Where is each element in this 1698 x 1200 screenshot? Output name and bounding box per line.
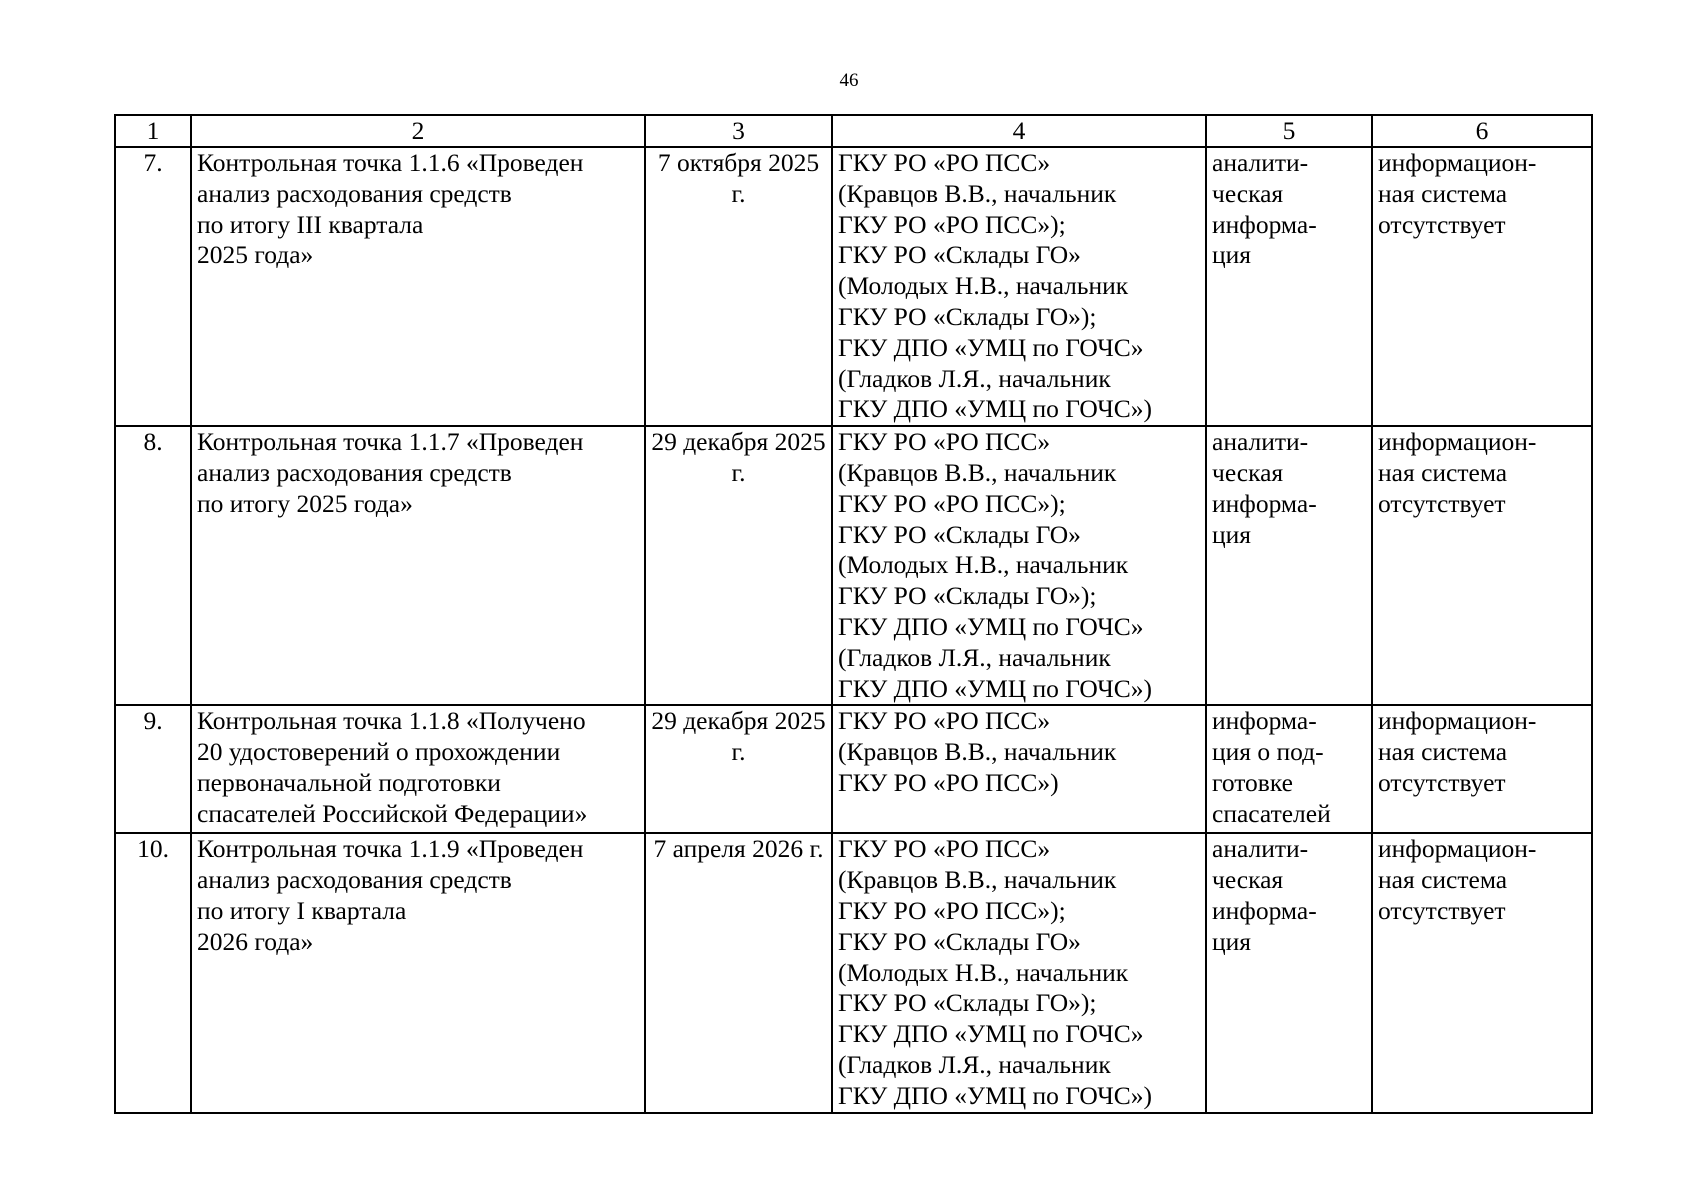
responsible-parties: ГКУ РО «РО ПСС» (Кравцов В.В., начальник ГКУ РО «РО ПСС»); ГКУ РО «Склады ГО» (Молодых Н.В., начальник ГКУ РО «Склады ГО»); ГКУ ДПО «УМЦ по ГОЧС» (Гладков Л.Я., начальник ГКУ ДПО «УМЦ по ГОЧС»)	[832, 833, 1206, 1112]
responsible-parties: ГКУ РО «РО ПСС» (Кравцов В.В., начальник ГКУ РО «РО ПСС»); ГКУ РО «Склады ГО» (Молодых Н.В., начальник ГКУ РО «Склады ГО»); ГКУ ДПО «УМЦ по ГОЧС» (Гладков Л.Я., начальник ГКУ ДПО «УМЦ по ГОЧС»)	[832, 147, 1206, 426]
document-type: аналити- ческая информа- ция	[1206, 147, 1372, 426]
information-system: информацион- ная система отсутствует	[1372, 426, 1592, 705]
due-date: 29 декабря 2025 г.	[645, 426, 832, 705]
column-header-2: 2	[191, 115, 645, 147]
due-date: 7 октября 2025 г.	[645, 147, 832, 426]
row-number: 10.	[115, 833, 191, 1112]
row-number: 8.	[115, 426, 191, 705]
page-number: 46	[839, 70, 859, 91]
information-system: информацион- ная система отсутствует	[1372, 705, 1592, 833]
table-row	[115, 705, 1592, 833]
column-header-6: 6	[1372, 115, 1592, 147]
control-point-description: Контрольная точка 1.1.9 «Проведен анализ расходования средств по итогу I квартала 2026 года»	[191, 833, 645, 1112]
column-header-1: 1	[115, 115, 191, 147]
control-points-table	[114, 114, 1593, 1114]
column-header-3: 3	[645, 115, 832, 147]
row-number: 7.	[115, 147, 191, 426]
control-point-description: Контрольная точка 1.1.8 «Получено 20 удостоверений о прохождении первоначальной подготовки спасателей Российской Федерации»	[191, 705, 645, 833]
information-system: информацион- ная система отсутствует	[1372, 833, 1592, 1112]
due-date: 7 апреля 2026 г.	[645, 833, 832, 1112]
table-header-row	[115, 115, 1592, 147]
document-type: информа- ция о под- готовке спасателей	[1206, 705, 1372, 833]
responsible-parties: ГКУ РО «РО ПСС» (Кравцов В.В., начальник ГКУ РО «РО ПСС»)	[832, 705, 1206, 833]
document-type: аналити- ческая информа- ция	[1206, 426, 1372, 705]
control-point-description: Контрольная точка 1.1.6 «Проведен анализ расходования средств по итогу III квартала 2025 года»	[191, 147, 645, 426]
responsible-parties: ГКУ РО «РО ПСС» (Кравцов В.В., начальник ГКУ РО «РО ПСС»); ГКУ РО «Склады ГО» (Молодых Н.В., начальник ГКУ РО «Склады ГО»); ГКУ ДПО «УМЦ по ГОЧС» (Гладков Л.Я., начальник ГКУ ДПО «УМЦ по ГОЧС»)	[832, 426, 1206, 705]
row-number: 9.	[115, 705, 191, 833]
document-type: аналити- ческая информа- ция	[1206, 833, 1372, 1112]
column-header-5: 5	[1206, 115, 1372, 147]
column-header-4: 4	[832, 115, 1206, 147]
table-row	[115, 833, 1592, 1112]
due-date: 29 декабря 2025 г.	[645, 705, 832, 833]
table-row	[115, 147, 1592, 426]
control-point-description: Контрольная точка 1.1.7 «Проведен анализ расходования средств по итогу 2025 года»	[191, 426, 645, 705]
information-system: информацион- ная система отсутствует	[1372, 147, 1592, 426]
table-row	[115, 426, 1592, 705]
